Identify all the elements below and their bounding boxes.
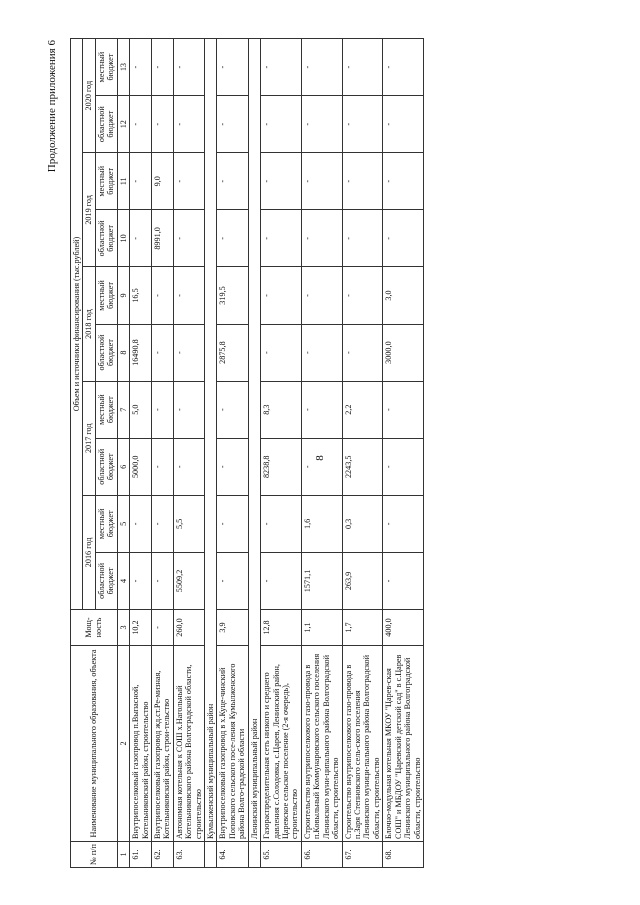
header-regional-budget: областной бюджет [95,209,117,266]
table-row [342,38,383,867]
funding-value: 5509,2 [173,552,204,609]
column-number: 8 [117,324,129,381]
funding-value: 1,6 [301,495,342,552]
funding-value: - [217,438,248,495]
column-number: 4 [117,552,129,609]
funding-value: - [383,152,424,209]
funding-value: - [130,152,152,209]
header-power: Мощ-ность [71,609,118,645]
funding-value: - [342,324,383,381]
funding-value: - [301,38,342,95]
funding-value: - [301,95,342,152]
row-number: 63. [173,841,204,867]
header-name: Наименование муниципального образования, объекта [71,645,118,841]
funding-value: - [217,38,248,95]
row-number: 65. [261,841,302,867]
funding-value: - [342,152,383,209]
page-number: 8 [314,455,326,461]
funding-value: - [261,152,302,209]
table-row [217,38,248,867]
funding-value: 263,9 [342,552,383,609]
object-name: Внутрипоселковый газопровод в х.Куце-чинский Поповского сельского посе-ления Кумылженского района Волго-градской области [217,645,248,841]
funding-value: - [301,381,342,438]
funding-value: - [301,152,342,209]
capacity-value: - [151,609,173,645]
funding-value: - [173,38,204,95]
funding-value: 16,5 [130,266,152,323]
column-number: 6 [117,438,129,495]
object-name: Внутрипоселковый газопровод жд.ст.Ре-мизная, Котельниковский район, строи-тельство [151,645,173,841]
funding-value: - [261,266,302,323]
funding-value: 1571,1 [301,552,342,609]
section-row [205,38,217,867]
column-number: 10 [117,209,129,266]
funding-value: - [130,552,152,609]
funding-value: - [342,38,383,95]
funding-value: - [301,324,342,381]
header-local-budget: местный бюджет [95,495,117,552]
header-regional-budget: областной бюджет [95,324,117,381]
header-year-2020: 2020 год [83,38,95,152]
header-year-2019: 2019 год [83,152,95,266]
funding-value: - [130,209,152,266]
capacity-value: 3,9 [217,609,248,645]
funding-value: 3000,0 [383,324,424,381]
funding-value: - [173,381,204,438]
funding-value: 5,5 [173,495,204,552]
funding-value: - [261,495,302,552]
funding-value: - [261,552,302,609]
header-year-2018: 2018 год [83,266,95,380]
funding-table [70,38,424,868]
header-local-budget: местный бюджет [95,266,117,323]
funding-value: - [217,552,248,609]
row-number: 66. [301,841,342,867]
row-number: 64. [217,841,248,867]
object-name: Газораспределительная сеть низкого и среднего давления с.Солодовка, с.Царев, Ленинский район, Царевское сельское поселение (2-я очередь), строительство [261,645,302,841]
funding-value: - [261,38,302,95]
funding-value: 9,0 [151,152,173,209]
funding-value: - [301,209,342,266]
object-name: Блочно-модульная котельная МКОУ "Царев-ская СОШ" и МБДОУ "Царевский детский сад" в с.Царев Ленинского муниципального района Волгоградской области, строительство [383,645,424,841]
table-row [173,38,204,867]
funding-value: - [217,495,248,552]
funding-value: - [151,266,173,323]
funding-value: - [173,95,204,152]
funding-value: - [217,209,248,266]
capacity-value: 12,8 [261,609,302,645]
row-number: 68. [383,841,424,867]
funding-value: - [173,266,204,323]
funding-value: - [261,324,302,381]
header-local-budget: местный бюджет [95,38,117,95]
funding-value: 8,3 [261,381,302,438]
funding-value: 2,2 [342,381,383,438]
funding-value: - [151,381,173,438]
funding-value: - [130,38,152,95]
object-name: Автономная котельная к СОШ х.Нагольный Котельниковского района Волгоградской области, строительство [173,645,204,841]
table-row [151,38,173,867]
section-title: Кумылженский муниципальный район [205,38,217,841]
column-number: 2 [117,645,129,841]
column-number: 11 [117,152,129,209]
funding-value: - [151,552,173,609]
table-row [261,38,302,867]
header-regional-budget: областной бюджет [95,552,117,609]
capacity-value: 260,0 [173,609,204,645]
rotated-page [40,28,600,878]
column-number: 12 [117,95,129,152]
funding-value: - [383,209,424,266]
header-funding: Объем и источники финансирования (тыс.рублей) [71,38,83,609]
funding-value: - [301,266,342,323]
column-number: 9 [117,266,129,323]
funding-value: 8238,8 [261,438,302,495]
capacity-value: 400,0 [383,609,424,645]
funding-value: 3,0 [383,266,424,323]
funding-value: - [151,438,173,495]
funding-value: - [130,495,152,552]
funding-value: - [151,38,173,95]
funding-value: - [173,152,204,209]
row-number: 67. [342,841,383,867]
funding-value: - [130,95,152,152]
header-no: № п/п [71,841,118,867]
funding-value: 0,3 [342,495,383,552]
funding-value: - [173,209,204,266]
section-title: Ленинский муниципальный район [248,38,260,841]
column-number: 3 [117,609,129,645]
header-regional-budget: областной бюджет [95,438,117,495]
funding-value: - [301,438,342,495]
row-number: 62. [151,841,173,867]
funding-value: - [151,95,173,152]
funding-value: - [217,152,248,209]
funding-value: - [173,438,204,495]
funding-value: - [383,438,424,495]
funding-value: - [383,95,424,152]
column-number: 7 [117,381,129,438]
capacity-value: 10,2 [130,609,152,645]
funding-value: - [151,324,173,381]
funding-value: 5,0 [130,381,152,438]
funding-value: - [342,95,383,152]
header-local-budget: местный бюджет [95,152,117,209]
header-regional-budget: областной бюджет [95,95,117,152]
column-number: 1 [117,841,129,867]
funding-value: - [261,209,302,266]
funding-value: 16490,8 [130,324,152,381]
object-name: Внутрипоселковый газопровод п.Выпасной, Котельниковский район, строительство [130,645,152,841]
funding-value: - [342,209,383,266]
table-row [301,38,342,867]
funding-value: - [173,324,204,381]
row-number: 61. [130,841,152,867]
column-number: 13 [117,38,129,95]
funding-value: - [342,266,383,323]
funding-value: - [217,95,248,152]
object-name: Строительство внутрипоселкового газо-провода в п.Заря Степновского сель-ского поселения Ленинского муници-пального района Волгоградской области, строительство [342,645,383,841]
funding-value: - [261,95,302,152]
funding-value: - [383,552,424,609]
funding-value: - [151,495,173,552]
appendix-caption: Продолжение приложения 6 [46,39,58,172]
section-row [248,38,260,867]
header-year-2016: 2016 год [83,495,95,609]
funding-value: - [383,38,424,95]
object-name: Строительство внутрипоселкового газо-провода в п.Ковыльный Коммунаровского сельского поселения Ленинского муни-ципального района Волгоградской области, строительство [301,645,342,841]
header-local-budget: местный бюджет [95,381,117,438]
funding-value: 2875,8 [217,324,248,381]
capacity-value: 1,1 [301,609,342,645]
capacity-value: 1,7 [342,609,383,645]
funding-value: - [383,381,424,438]
header-year-2017: 2017 год [83,381,95,495]
funding-value: 319,5 [217,266,248,323]
funding-value: - [217,381,248,438]
funding-value: 8991,0 [151,209,173,266]
funding-value: 2243,5 [342,438,383,495]
funding-value: 5000,0 [130,438,152,495]
funding-value: - [383,495,424,552]
table-row [383,38,424,867]
table-row [130,38,152,867]
column-number: 5 [117,495,129,552]
